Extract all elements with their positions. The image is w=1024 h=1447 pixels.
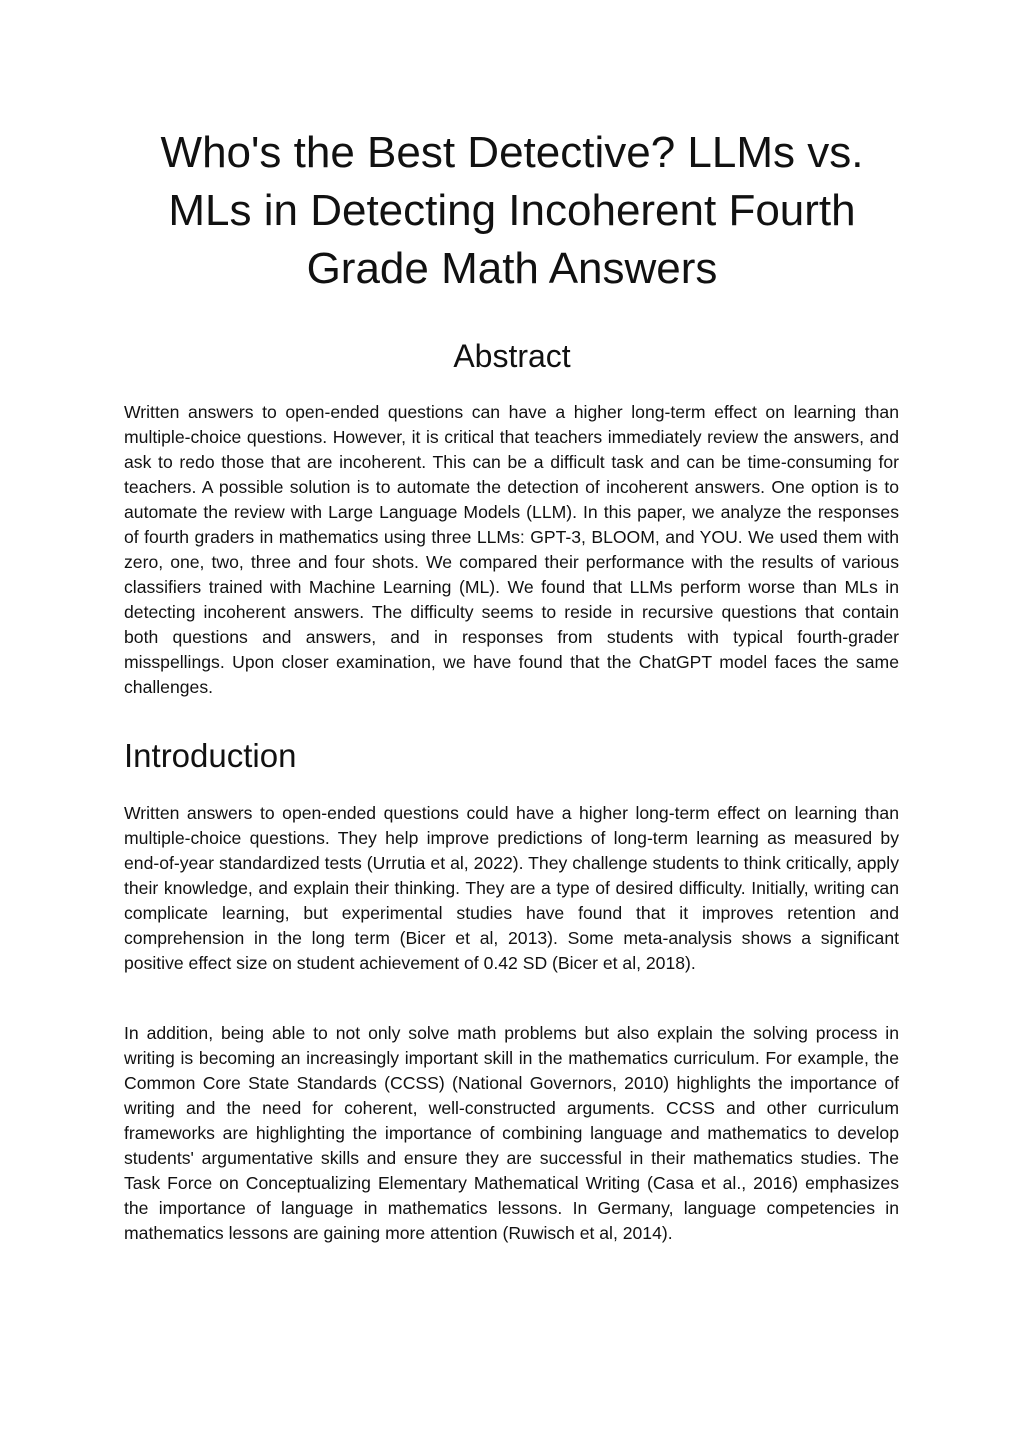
introduction-paragraph-2: In addition, being able to not only solve math problems but also explain the solving process in writing is becoming an increasingly important skill in the mathematics curriculum. For example, the Common Core State Standards (CCSS) (National Governors, 2010) highlights the importance of writing and the need for coherent, well-constructed arguments. CCSS and other curriculum frameworks are highlighting the importance of combining language and mathematics to develop students' argumentative skills and ensure they are successful in their mathematics studies. The Task Force on Conceptualizing Elementary Mathematical Writing (Casa et al., 2016) emphasizes the importance of language in mathematics lessons. In Germany, language competencies in mathematics lessons are gaining more attention (Ruwisch et al, 2014). bbox=[124, 1023, 899, 1243]
paper-title: Who's the Best Detective? LLMs vs. MLs in Detecting Incoherent Fourth Grade Math Answers bbox=[160, 128, 864, 293]
abstract-paragraph: Written answers to open-ended questions can have a higher long-term effect on learning than multiple-choice questions. However, it is critical that teachers immediately review the answers, and ask to redo those that are incoherent. This can be a difficult task and can be time-consuming for teachers. A possible solution is to automate the detection of incoherent answers. One option is to automate the review with Large Language Models (LLM). In this paper, we analyze the responses of fourth graders in mathematics using three LLMs: GPT-3, BLOOM, and YOU. We used them with zero, one, two, three and four shots. We compared their performance with the results of various classifiers trained with Machine Learning (ML). We found that LLMs perform worse than MLs in detecting incoherent answers. The difficulty seems to reside in recursive questions that contain both questions and answers, and in responses from students with typical fourth-grader misspellings. Upon closer examination, we have found that the ChatGPT model faces the same challenges. bbox=[124, 402, 899, 697]
abstract-heading: Abstract bbox=[453, 338, 571, 374]
introduction-paragraph-1: Written answers to open-ended questions could have a higher long-term effect on learning than multiple-choice questions. They help improve predictions of long-term learning as measured by end-of-year standardized tests (Urrutia et al, 2022). They challenge students to think critically, apply their knowledge, and explain their thinking. They are a type of desired difficulty. Initially, writing can complicate learning, but experimental studies have found that it improves retention and comprehension in the long term (Bicer et al, 2013). Some meta-analysis shows a significant positive effect size on student achievement of 0.42 SD (Bicer et al, 2018). bbox=[124, 803, 899, 973]
introduction-heading: Introduction bbox=[124, 737, 297, 774]
